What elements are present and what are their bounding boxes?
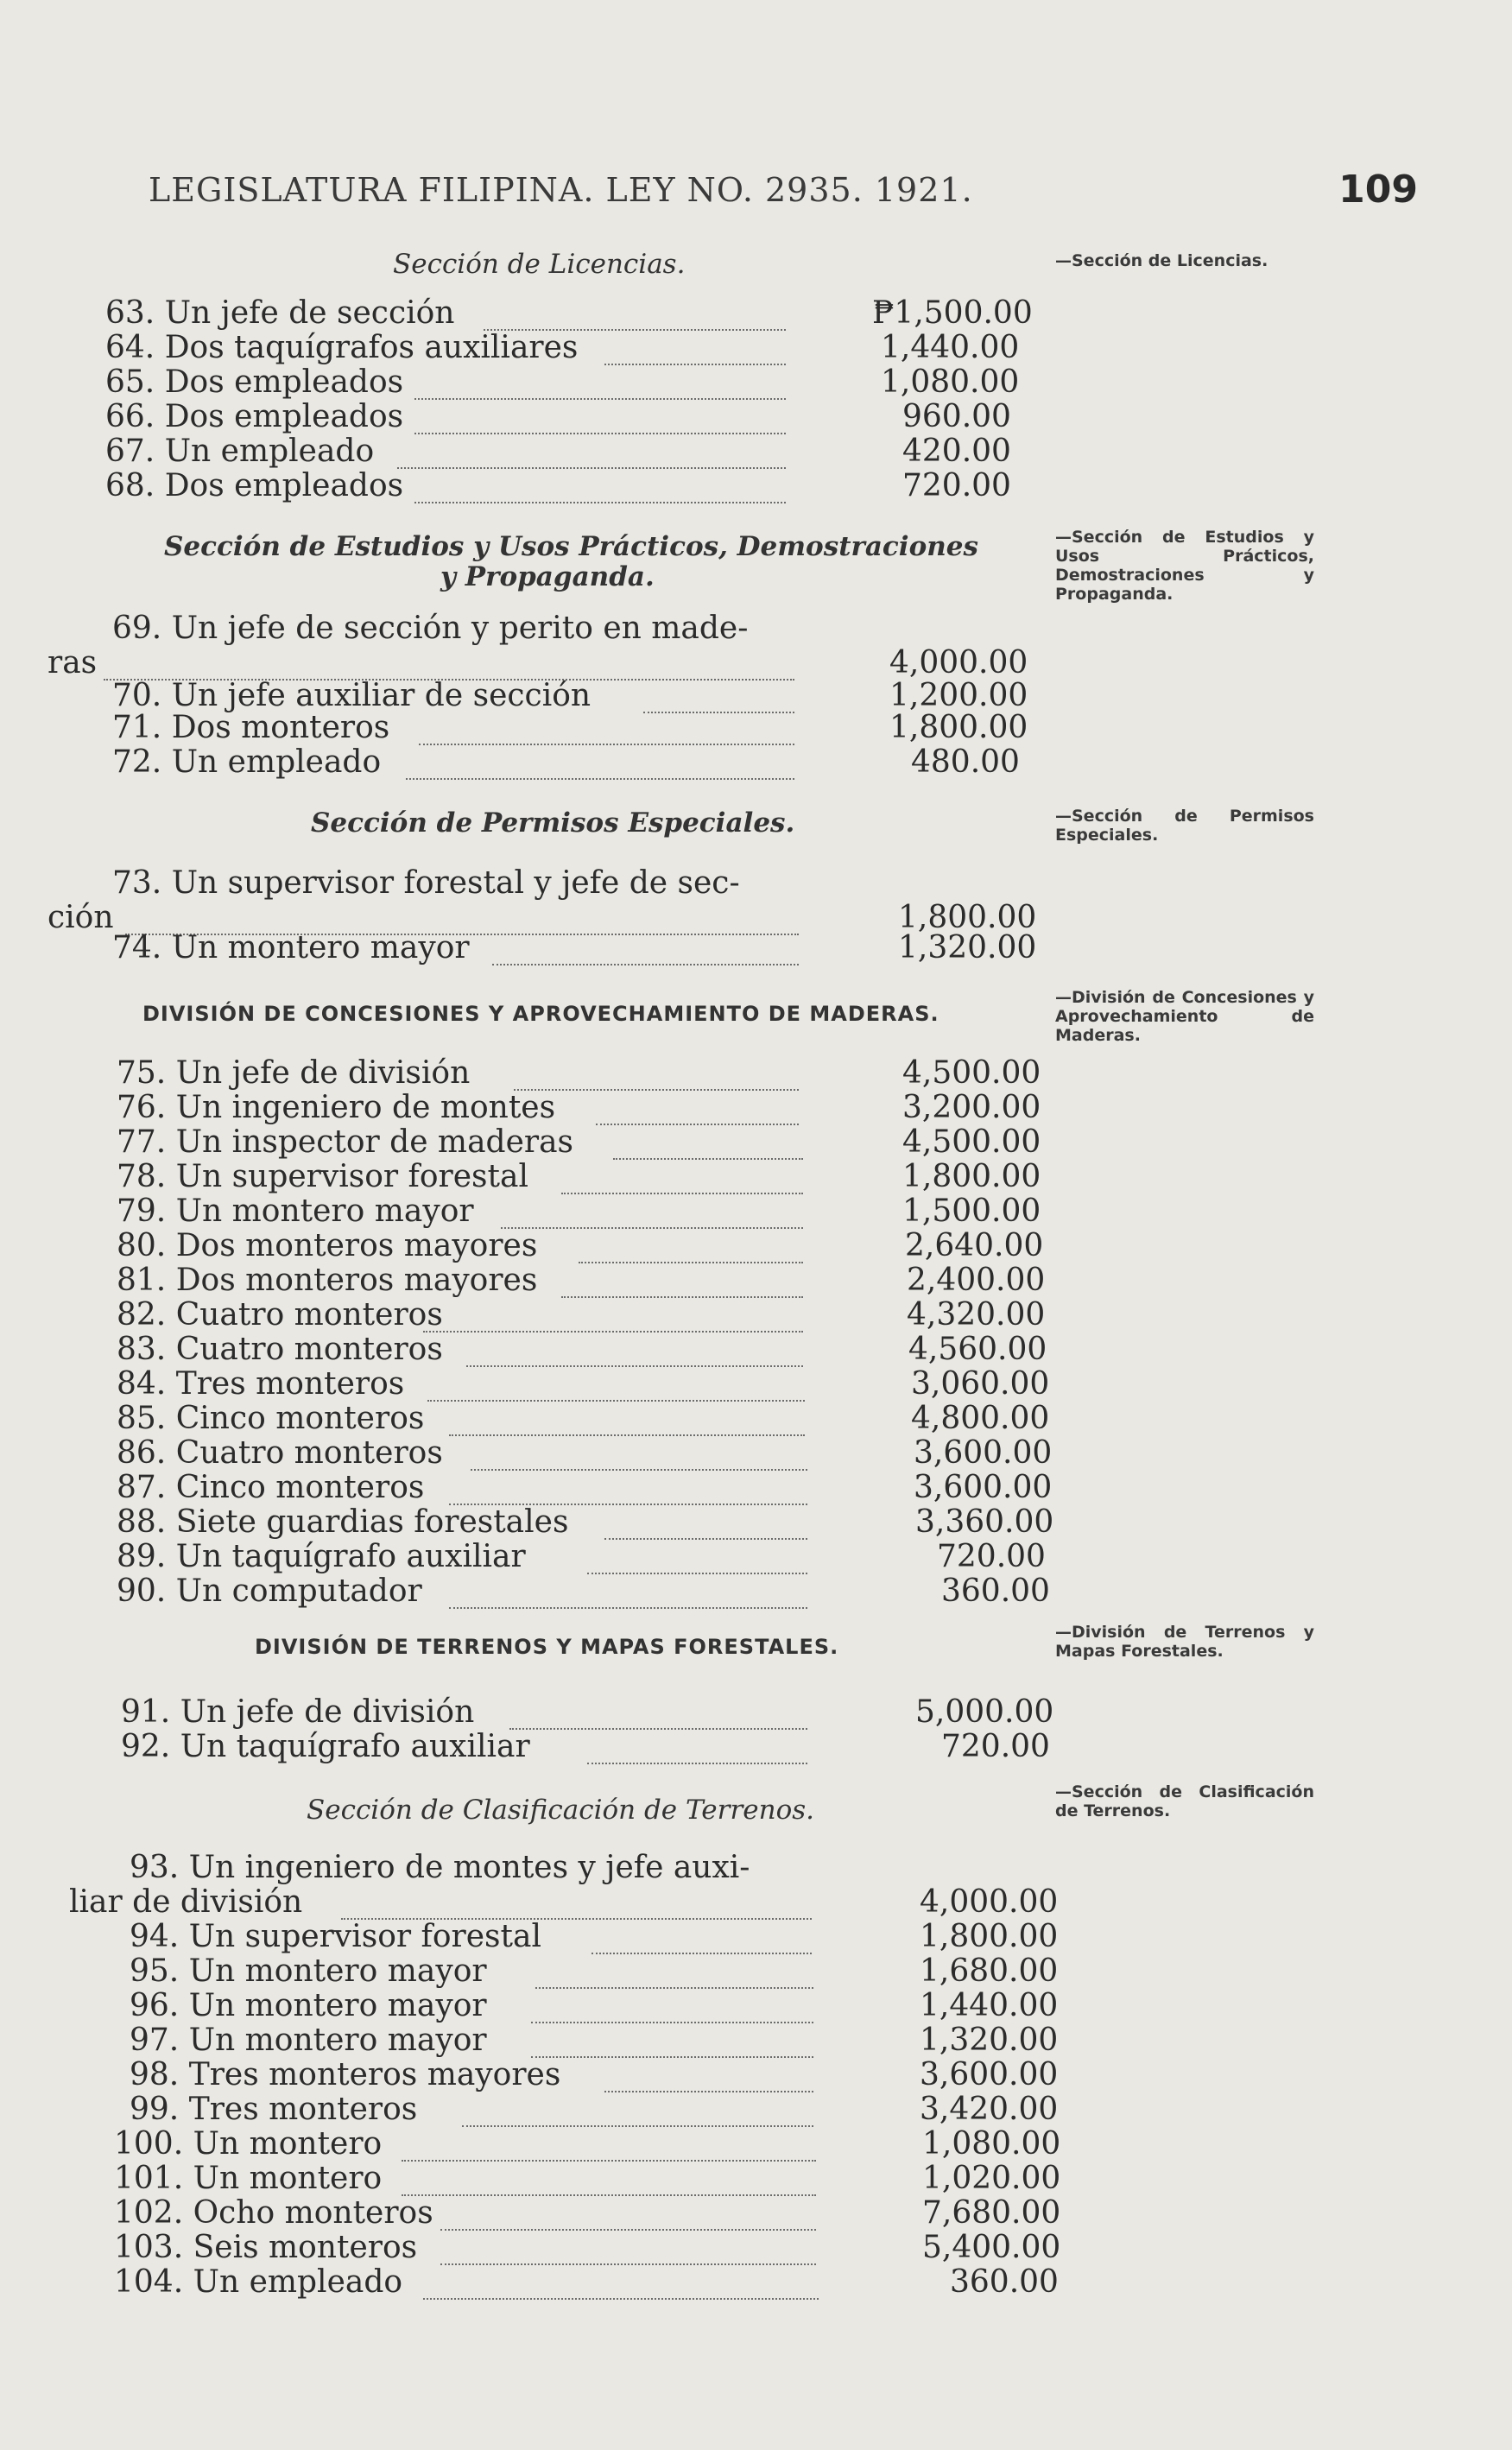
entry-row (0, 1852, 1036, 1887)
entry-amount: 1,320.00 (898, 930, 1037, 965)
entry-label: 73. Un supervisor forestal y jefe de sec- (112, 865, 740, 901)
dot-leader (579, 1262, 803, 1263)
entry-row (0, 436, 1036, 471)
dot-leader (514, 1089, 799, 1091)
entry-amount: 1,200.00 (889, 678, 1028, 713)
entry-amount: 2,400.00 (907, 1263, 1046, 1298)
entry-label: 80. Dos monteros mayores (117, 1228, 538, 1263)
entry-row (0, 1055, 1041, 1092)
entry-label: ras (47, 645, 98, 681)
entry-row (0, 399, 1036, 436)
entry-label: 79. Un montero mayor (117, 1193, 474, 1229)
entry-row (0, 332, 1036, 367)
entry-row (0, 1297, 1046, 1334)
heading-concesiones: DIVISIÓN DE CONCESIONES Y APROVECHAMIENTO DE MADERAS. (142, 1002, 939, 1026)
entry-amount: 1,080.00 (881, 364, 1020, 400)
entry-row (0, 2264, 1059, 2301)
entry-amount: 960.00 (902, 399, 1011, 434)
entry-amount: 720.00 (937, 1539, 1046, 1574)
entry-amount: 3,600.00 (920, 2057, 1059, 2092)
dot-leader (604, 2091, 813, 2092)
side-note-permisos: —Sección de Permisos Especiales. (1055, 807, 1314, 845)
entry-amount: ₱1,500.00 (872, 295, 1033, 331)
side-note-concesiones: —División de Concesiones y Aprovechamiento de Maderas. (1055, 988, 1314, 1045)
entry-label: 72. Un empleado (112, 744, 382, 780)
entry-row (0, 613, 1036, 648)
entry-label: 74. Un montero mayor (112, 930, 470, 965)
entry-label: 76. Un ingeniero de montes (117, 1090, 556, 1125)
entry-label: 98. Tres monteros mayores (130, 2057, 561, 2092)
entry-row (0, 645, 1036, 682)
entry-row (0, 1124, 1041, 1162)
entry-amount: 4,800.00 (911, 1401, 1050, 1436)
entry-amount: 1,020.00 (922, 2161, 1061, 2196)
entry-label: 96. Un montero mayor (130, 1988, 487, 2023)
entry-row (0, 2195, 1061, 2232)
entry-row (0, 1193, 1041, 1231)
dot-leader (613, 1158, 803, 1160)
entry-row (0, 1332, 1047, 1369)
entry-amount: 1,680.00 (920, 1953, 1059, 1989)
heading-permisos: Sección de Permisos Especiales. (311, 807, 795, 839)
entry-label: 78. Un supervisor forestal (117, 1159, 528, 1194)
dot-leader (501, 1227, 803, 1229)
entry-row (0, 295, 1036, 332)
dot-leader (604, 364, 786, 365)
dot-leader (509, 1728, 807, 1730)
entry-row (0, 1694, 1054, 1731)
entry-label: 69. Un jefe de sección y perito en made- (112, 611, 749, 646)
entry-amount: 5,000.00 (915, 1694, 1054, 1730)
entry-row (0, 1366, 1050, 1403)
entry-amount: 360.00 (950, 2264, 1059, 2300)
dot-leader (402, 2160, 816, 2162)
dot-leader (596, 1124, 799, 1125)
entry-label: 100. Un montero (114, 2126, 383, 2162)
entry-amount: 1,440.00 (920, 1988, 1059, 2023)
entry-row (0, 865, 1036, 902)
entry-row (0, 1988, 1059, 2025)
entry-row (0, 930, 1037, 967)
entry-row (0, 1884, 1059, 1921)
page-header (149, 168, 1418, 223)
entry-row (0, 1504, 1054, 1542)
entry-amount: 1,800.00 (920, 1919, 1059, 1954)
dot-leader (406, 778, 794, 780)
dot-leader (492, 964, 799, 965)
dot-leader (561, 1296, 803, 1298)
entry-label: 75. Un jefe de división (117, 1055, 471, 1091)
entry-label: 65. Dos empleados (105, 364, 404, 400)
heading-estudios-line1: Sección de Estudios y Usos Prácticos, Demostraciones (164, 531, 978, 562)
entry-row (0, 1539, 1046, 1576)
entry-amount: 480.00 (911, 744, 1020, 780)
entry-row (0, 1729, 1050, 1766)
entry-label: 64. Dos taquígrafos auxiliares (105, 330, 579, 365)
entry-amount: 4,560.00 (908, 1332, 1047, 1367)
entry-amount: 3,600.00 (914, 1435, 1053, 1471)
heading-licencias: Sección de Licencias. (393, 249, 686, 280)
entry-amount: 720.00 (902, 468, 1011, 503)
dot-leader (449, 1434, 805, 1436)
dot-leader (535, 1987, 813, 1989)
entry-row (0, 1470, 1053, 1507)
entry-label: 82. Cuatro monteros (117, 1297, 443, 1333)
entry-row (0, 712, 1036, 747)
entry-row (0, 1263, 1046, 1300)
dot-leader (587, 1573, 807, 1574)
dot-leader (414, 398, 786, 400)
side-note-terrenos: —División de Terrenos y Mapas Forestales. (1055, 1623, 1314, 1661)
dot-leader (466, 1365, 803, 1367)
dot-leader (397, 467, 786, 469)
entry-amount: 2,640.00 (905, 1228, 1044, 1263)
entry-label: 84. Tres monteros (117, 1366, 405, 1402)
entry-amount: 1,800.00 (898, 900, 1037, 935)
entry-label: 81. Dos monteros mayores (117, 1263, 538, 1298)
entry-label: 68. Dos empleados (105, 468, 404, 503)
entry-row (0, 2092, 1059, 2129)
dot-leader (587, 1763, 807, 1764)
entry-row (0, 744, 1036, 782)
dot-leader (531, 2056, 813, 2058)
entry-label: 77. Un inspector de maderas (117, 1124, 574, 1160)
entry-amount: 7,680.00 (922, 2195, 1061, 2231)
entry-amount: 4,500.00 (902, 1124, 1041, 1160)
heading-estudios-line2: y Propaganda. (440, 561, 655, 592)
entry-amount: 360.00 (941, 1573, 1050, 1609)
side-note-estudios: —Sección de Estudios y Usos Prácticos, Demostraciones y Propaganda. (1055, 528, 1314, 604)
entry-amount: 1,440.00 (881, 330, 1020, 365)
entry-label: 66. Dos empleados (105, 399, 404, 434)
entry-label: 99. Tres monteros (130, 2092, 418, 2127)
entry-label: 101. Un montero (114, 2161, 383, 2196)
entry-label: liar de división (69, 1884, 303, 1920)
entry-label: 87. Cinco monteros (117, 1470, 425, 1505)
entry-row (0, 2023, 1059, 2060)
dot-leader (604, 1538, 807, 1540)
entry-label: 91. Un jefe de división (121, 1694, 475, 1730)
entry-row (0, 2230, 1061, 2267)
page-number: 109 (1338, 168, 1418, 212)
entry-amount: 1,080.00 (922, 2126, 1061, 2162)
entry-label: 103. Seis monteros (114, 2230, 418, 2265)
dot-leader (427, 1400, 805, 1402)
side-note-licencias: —Sección de Licencias. (1055, 251, 1268, 270)
entry-label: 85. Cinco monteros (117, 1401, 425, 1436)
entry-amount: 1,800.00 (889, 710, 1028, 745)
dot-leader (531, 2022, 813, 2023)
entry-label: 83. Cuatro monteros (117, 1332, 443, 1367)
dot-leader (440, 2229, 816, 2231)
dot-leader (471, 1469, 807, 1471)
dot-leader (419, 744, 794, 745)
entry-label: 104. Un empleado (114, 2264, 403, 2300)
dot-leader (592, 1953, 812, 1954)
entry-row (0, 2126, 1061, 2163)
entry-row (0, 1228, 1044, 1265)
entry-row (0, 364, 1036, 402)
entry-row (0, 1401, 1050, 1438)
dot-leader (414, 433, 786, 434)
entry-label: 95. Un montero mayor (130, 1953, 487, 1989)
entry-label: 71. Dos monteros (112, 710, 390, 745)
entry-row (0, 2161, 1061, 2198)
side-note-clasificacion: —Sección de Clasificación de Terrenos. (1055, 1782, 1314, 1820)
dot-leader (402, 2194, 816, 2196)
dot-leader (414, 502, 786, 503)
entry-amount: 1,500.00 (902, 1193, 1041, 1229)
heading-terrenos: DIVISIÓN DE TERRENOS Y MAPAS FORESTALES. (255, 1635, 839, 1659)
entry-amount: 3,200.00 (902, 1090, 1041, 1125)
running-head: LEGISLATURA FILIPINA. LEY NO. 2935. 1921. (149, 171, 973, 209)
entry-amount: 420.00 (902, 434, 1011, 469)
entry-amount: 1,320.00 (920, 2023, 1059, 2058)
dot-leader (561, 1193, 803, 1194)
entry-label: 88. Siete guardias forestales (117, 1504, 569, 1540)
dot-leader (462, 2125, 813, 2127)
entry-label: 93. Un ingeniero de montes y jefe auxi- (130, 1850, 750, 1885)
entry-label: 102. Ocho monteros (114, 2195, 433, 2231)
heading-clasificacion: Sección de Clasificación de Terrenos. (307, 1795, 815, 1826)
entry-amount: 5,400.00 (922, 2230, 1061, 2265)
entry-amount: 3,600.00 (914, 1470, 1053, 1505)
entry-label: 86. Cuatro monteros (117, 1435, 443, 1471)
entry-label: 97. Un montero mayor (130, 2023, 487, 2058)
entry-label: 94. Un supervisor forestal (130, 1919, 541, 1954)
entry-row (0, 1090, 1041, 1127)
entry-row (0, 2057, 1059, 2094)
entry-amount: 3,060.00 (911, 1366, 1050, 1402)
entry-row (0, 1573, 1050, 1611)
entry-amount: 720.00 (941, 1729, 1050, 1764)
entry-label: 67. Un empleado (105, 434, 375, 469)
entry-row (0, 1953, 1059, 1991)
entry-amount: 4,320.00 (907, 1297, 1046, 1333)
dot-leader (423, 2298, 819, 2300)
entry-row (0, 1159, 1041, 1196)
entry-label: 89. Un taquígrafo auxiliar (117, 1539, 526, 1574)
entry-label: 90. Un computador (117, 1573, 422, 1609)
dot-leader (440, 2263, 816, 2265)
entry-row (0, 1919, 1059, 1956)
entry-amount: 3,420.00 (920, 2092, 1059, 2127)
entry-label: 92. Un taquígrafo auxiliar (121, 1729, 530, 1764)
dot-leader (423, 1331, 803, 1333)
entry-amount: 1,800.00 (902, 1159, 1041, 1194)
entry-label: 70. Un jefe auxiliar de sección (112, 678, 592, 713)
entry-amount: 4,500.00 (902, 1055, 1041, 1091)
entry-amount: 4,000.00 (920, 1884, 1059, 1920)
entry-row (0, 468, 1036, 505)
entry-label: ción (47, 900, 114, 935)
entry-row (0, 1435, 1053, 1472)
dot-leader (449, 1607, 807, 1609)
entry-amount: 3,360.00 (915, 1504, 1054, 1540)
entry-label: 63. Un jefe de sección (105, 295, 455, 331)
entry-amount: 4,000.00 (889, 645, 1028, 681)
